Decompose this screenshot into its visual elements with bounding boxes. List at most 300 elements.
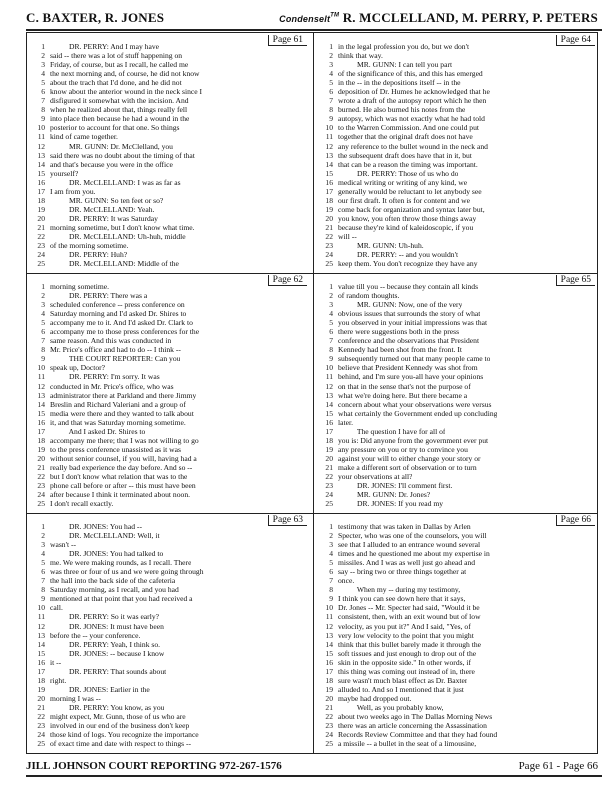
line-text: of exact time and date with respect to things -- <box>50 739 192 749</box>
line-number: 23 <box>37 481 45 491</box>
line-number: 15 <box>325 168 333 178</box>
line-text: DR. PERRY: Those of us who do <box>338 168 459 178</box>
line-number: 24 <box>37 490 45 500</box>
transcript-line <box>319 178 595 187</box>
transcript-line <box>31 327 307 336</box>
line-text: same reason. And this was conducted in <box>50 336 172 346</box>
line-number: 8 <box>41 585 45 595</box>
line-number: 16 <box>37 177 45 187</box>
page-number-label: Page 65 <box>556 275 595 286</box>
transcript-line <box>31 612 307 621</box>
transcript-line <box>319 640 595 649</box>
transcript-line <box>31 196 307 205</box>
line-number: 7 <box>41 576 45 586</box>
header-right-text: R. MCCLELLAND, M. PERRY, P. PETERS <box>342 10 598 25</box>
line-text: what we're doing here. But there became a <box>338 390 468 400</box>
line-text: consistent, then, with an exit wound but of low <box>338 612 481 622</box>
line-number: 2 <box>41 51 45 61</box>
line-number: 4 <box>329 69 333 79</box>
transcript-line <box>319 490 595 499</box>
transcript-line <box>31 51 307 60</box>
line-number: 9 <box>41 114 45 124</box>
transcript-line <box>319 336 595 345</box>
line-text: maybe had dropped out. <box>338 693 412 703</box>
line-number: 21 <box>37 222 45 232</box>
transcript-line <box>319 418 595 427</box>
transcript-line <box>319 169 595 178</box>
line-text: DR. McCLELLAND: Yeah. <box>50 204 155 214</box>
transcript-panel <box>315 515 601 755</box>
line-text: autopsy, which was not exactly what he had told <box>338 114 485 124</box>
transcript-line <box>31 259 307 268</box>
transcript-line <box>319 282 595 291</box>
line-number: 22 <box>37 471 45 481</box>
line-number: 15 <box>37 168 45 178</box>
transcript-line <box>31 540 307 549</box>
header-right-names <box>279 10 598 26</box>
transcript-line <box>31 187 307 196</box>
line-number: 5 <box>41 78 45 88</box>
line-text: right. <box>50 675 67 685</box>
line-text: but I don't know what relation that was to the <box>50 471 188 481</box>
line-text: a missile -- a bullet in the seat of a limousine, <box>338 739 477 749</box>
line-number: 7 <box>41 96 45 106</box>
line-text: When my -- during my testimony, <box>338 585 461 595</box>
line-text: DR. PERRY: So it was early? <box>50 612 159 622</box>
transcript-line <box>319 105 595 114</box>
transcript-line <box>31 649 307 658</box>
line-number: 18 <box>325 195 333 205</box>
transcript-line <box>319 585 595 594</box>
line-text: DR. PERRY: And I may have <box>50 42 159 51</box>
transcript-line <box>319 558 595 567</box>
line-number: 3 <box>41 540 45 550</box>
line-text: missiles. And I was as well just go ahead and <box>338 558 476 568</box>
line-number: 6 <box>41 87 45 97</box>
transcript-line <box>319 60 595 69</box>
line-number: 5 <box>41 558 45 568</box>
line-number: 20 <box>325 453 333 463</box>
line-text: together that the original draft does not have <box>338 132 473 142</box>
line-number: 14 <box>325 159 333 169</box>
line-text: DR. PERRY: Yeah, I think so. <box>50 639 161 649</box>
transcript-line <box>31 463 307 472</box>
transcript-line <box>31 585 307 594</box>
transcript-line <box>31 640 307 649</box>
transcript-line <box>31 60 307 69</box>
line-text: the next morning and, of course, he did not know <box>50 69 200 79</box>
transcript-line <box>31 78 307 87</box>
line-number: 23 <box>325 721 333 731</box>
line-text: mentioned at that point that you had received a <box>50 594 193 604</box>
line-number: 21 <box>325 462 333 472</box>
transcript-line <box>319 703 595 712</box>
transcript-line <box>31 178 307 187</box>
line-text: say -- bring two or three things together at <box>338 567 467 577</box>
transcript-line <box>319 712 595 721</box>
line-number: 25 <box>325 259 333 269</box>
transcript-line <box>319 454 595 463</box>
line-number: 2 <box>41 291 45 301</box>
line-text: I think you can see down here that it says, <box>338 594 466 604</box>
line-number: 7 <box>329 576 333 586</box>
transcript-line <box>31 169 307 178</box>
line-text: before the -- your conference. <box>50 630 141 640</box>
line-text: our first draft. It often is for content and we <box>338 195 471 205</box>
line-text: morning sometime, but I don't know what time. <box>50 222 195 232</box>
transcript-line <box>319 42 595 51</box>
line-text: your observations at all? <box>338 471 413 481</box>
line-text: MR. GUNN: Dr. McClelland, you <box>50 141 173 151</box>
line-text: think that way. <box>338 51 383 61</box>
line-number: 8 <box>41 105 45 115</box>
transcript-line <box>31 549 307 558</box>
line-text: Mr. Price's office and had to do -- I think -- <box>50 345 181 355</box>
line-text: of the morning sometime. <box>50 241 129 251</box>
line-number: 5 <box>41 318 45 328</box>
transcript-line <box>31 132 307 141</box>
transcript-line <box>319 445 595 454</box>
line-text: The question I have for all of <box>338 426 446 436</box>
line-text: wasn't -- <box>50 540 77 550</box>
line-number: 14 <box>325 639 333 649</box>
transcript-line <box>319 676 595 685</box>
line-text: there was an article concerning the Assassination <box>338 721 487 731</box>
line-number: 19 <box>325 684 333 694</box>
transcript-line <box>31 594 307 603</box>
transcript-line <box>31 694 307 703</box>
transcript-line <box>319 123 595 132</box>
transcript-line <box>319 363 595 372</box>
line-number: 8 <box>329 345 333 355</box>
line-number: 4 <box>41 69 45 79</box>
line-number: 8 <box>329 105 333 115</box>
line-text: might expect, Mr. Gunn, those of us who are <box>50 711 186 721</box>
line-text: call. <box>50 603 63 613</box>
transcript-line <box>31 721 307 730</box>
line-number: 12 <box>325 621 333 631</box>
line-number: 2 <box>41 531 45 541</box>
line-number: 1 <box>329 282 333 291</box>
transcript-panel <box>27 35 313 275</box>
transcript-line <box>319 205 595 214</box>
line-number: 1 <box>329 42 333 51</box>
transcript-line <box>31 667 307 676</box>
line-number: 19 <box>37 684 45 694</box>
line-number: 9 <box>329 114 333 124</box>
transcript-line <box>31 309 307 318</box>
line-text: administrator there at Parkland and there Jimmy <box>50 390 197 400</box>
line-number: 18 <box>325 435 333 445</box>
line-number: 1 <box>41 42 45 51</box>
transcript-panel <box>27 275 313 515</box>
line-text: Specter, who was one of the counselors, you will <box>338 531 487 541</box>
transcript-line <box>31 160 307 169</box>
line-text: Records Review Committee and that they had found <box>338 730 498 740</box>
transcript-line <box>319 721 595 730</box>
line-text: once. <box>338 576 355 586</box>
line-number: 23 <box>37 721 45 731</box>
transcript-line <box>31 300 307 309</box>
line-number: 19 <box>37 204 45 214</box>
line-text: involved in our end of the business don't keep <box>50 721 190 731</box>
line-number: 25 <box>37 499 45 509</box>
line-number: 10 <box>325 123 333 133</box>
line-number: 12 <box>325 381 333 391</box>
transcript-line <box>31 214 307 223</box>
line-number: 10 <box>37 123 45 133</box>
transcript-line <box>31 603 307 612</box>
transcript-line <box>31 241 307 250</box>
line-number: 24 <box>37 250 45 260</box>
line-text: said -- there was a lot of stuff happening on <box>50 51 183 61</box>
line-number: 21 <box>325 702 333 712</box>
transcript-line <box>319 472 595 481</box>
line-text: DR. JONES: I'll comment first. <box>338 481 453 491</box>
line-number: 22 <box>37 231 45 241</box>
line-number: 16 <box>325 657 333 667</box>
line-text: accompany me to those press conferences for the <box>50 327 200 337</box>
line-text: see that I alluded to an entrance wound several <box>338 540 481 550</box>
line-text: the subsequent draft does have that in it, but <box>338 150 472 160</box>
line-number: 5 <box>329 78 333 88</box>
transcript-line <box>319 730 595 739</box>
line-number: 9 <box>41 594 45 604</box>
line-text: when he realized about that, things really fell <box>50 105 188 115</box>
line-text: concern about what your observations were versus <box>338 399 492 409</box>
line-number: 25 <box>37 739 45 749</box>
transcript-line <box>319 622 595 631</box>
line-text: MR. GUNN: Now, one of the very <box>338 300 463 310</box>
transcript-line <box>319 69 595 78</box>
line-number: 11 <box>37 132 45 142</box>
transcript-line <box>31 123 307 132</box>
line-text: said there was no doubt about the timing of that <box>50 150 195 160</box>
line-number: 7 <box>329 96 333 106</box>
line-text: DR. McCLELLAND: Middle of the <box>50 259 179 269</box>
transcript-line <box>319 372 595 381</box>
line-text: DR. PERRY: That sounds about <box>50 666 167 676</box>
line-number: 21 <box>325 222 333 232</box>
line-number: 5 <box>329 318 333 328</box>
line-number: 11 <box>325 612 333 622</box>
page-number-label: Page 61 <box>268 35 307 46</box>
line-text: DR. PERRY: Huh? <box>50 250 128 260</box>
line-number: 6 <box>329 327 333 337</box>
line-number: 23 <box>325 241 333 251</box>
transcript-line <box>319 232 595 241</box>
line-text: DR. JONES: -- because I know <box>50 648 165 658</box>
transcript-line <box>31 232 307 241</box>
line-number: 1 <box>41 522 45 531</box>
line-number: 15 <box>325 648 333 658</box>
footer-rule <box>26 775 602 777</box>
transcript-line <box>319 739 595 748</box>
line-number: 2 <box>329 51 333 61</box>
line-text: MR. GUNN: Dr. Jones? <box>338 490 431 500</box>
line-number: 3 <box>329 60 333 70</box>
transcript-line <box>319 160 595 169</box>
page-number-label: Page 62 <box>268 275 307 286</box>
line-text: about two weeks ago in The Dallas Morning News <box>338 711 493 721</box>
line-number: 15 <box>325 408 333 418</box>
line-text: keep them. You don't recognize they have any <box>338 259 478 269</box>
line-text: to the press conference unassisted as it was <box>50 444 181 454</box>
line-text: DR. PERRY: It was Saturday <box>50 213 158 223</box>
transcript-line <box>31 96 307 105</box>
line-number: 12 <box>325 141 333 151</box>
line-text: velocity, as you put it?" And I said, "Yes, of <box>338 621 471 631</box>
transcript-line <box>31 427 307 436</box>
line-text: Well, as you probably know, <box>338 702 444 712</box>
line-number: 17 <box>37 426 45 436</box>
line-text: make a different sort of observation or to turn <box>338 462 477 472</box>
line-text: know about the anterior wound in the neck since I <box>50 87 203 97</box>
transcript-line <box>319 603 595 612</box>
line-number: 18 <box>37 195 45 205</box>
line-number: 17 <box>37 666 45 676</box>
line-text: in the -- in the depositions itself -- in the <box>338 78 461 88</box>
transcript-line <box>31 531 307 540</box>
transcript-line <box>31 739 307 748</box>
line-text: phone call before or after -- this must have been <box>50 481 196 491</box>
transcript-line <box>31 730 307 739</box>
transcript-line <box>319 649 595 658</box>
line-number: 17 <box>325 666 333 676</box>
line-number: 6 <box>329 567 333 577</box>
line-number: 22 <box>325 471 333 481</box>
line-text: medical writing or writing of any kind, we <box>338 177 468 187</box>
line-number: 12 <box>37 621 45 631</box>
transcript-line <box>31 363 307 372</box>
line-number: 20 <box>325 213 333 223</box>
line-number: 14 <box>325 399 333 409</box>
line-number: 13 <box>325 150 333 160</box>
line-text: those kind of logs. You recognize the importance <box>50 730 199 740</box>
transcript-line <box>31 391 307 400</box>
line-number: 11 <box>37 372 45 382</box>
line-number: 5 <box>329 558 333 568</box>
line-text: behind, and I'm sure you-all have your opinions <box>338 372 484 382</box>
transcript-line <box>319 499 595 508</box>
transcript-line <box>31 151 307 160</box>
line-number: 2 <box>329 531 333 541</box>
line-text: soft tissues and just enough to drop out of the <box>338 648 477 658</box>
line-number: 6 <box>329 87 333 97</box>
line-text: of the significance of this, and this has emerged <box>338 69 483 79</box>
line-number: 17 <box>325 426 333 436</box>
line-number: 7 <box>329 336 333 346</box>
line-text: subsequently turned out that many people came to <box>338 354 491 364</box>
condensed-logo: Condenselt <box>279 14 331 24</box>
line-text: DR. PERRY: I'm sorry. It was <box>50 372 160 382</box>
line-text: was three or four of us and we were going through <box>50 567 204 577</box>
transcript-line <box>31 622 307 631</box>
line-text: DR. JONES: If you read my <box>338 499 444 509</box>
line-number: 25 <box>37 259 45 269</box>
line-text: without senior counsel, if you will, having had a <box>50 453 197 463</box>
transcript-line <box>31 445 307 454</box>
line-number: 11 <box>37 612 45 622</box>
page-number-label: Page 63 <box>268 515 307 526</box>
line-text: against your will to either change your story or <box>338 453 481 463</box>
line-text: you is: Did anyone from the government ever put <box>338 435 489 445</box>
transcript-line <box>319 694 595 703</box>
line-text: MR. GUNN: So ten feet or so? <box>50 195 164 205</box>
line-text: morning sometime. <box>50 282 110 291</box>
line-text: value till you -- because they contain all kinds <box>338 282 479 291</box>
header-rule <box>26 29 602 31</box>
line-text: DR. PERRY: -- and you wouldn't <box>338 250 459 260</box>
transcript-line <box>31 454 307 463</box>
line-text: DR. JONES: You had talked to <box>50 549 164 559</box>
transcript-line <box>31 105 307 114</box>
line-text: DR. PERRY: You know, as you <box>50 702 165 712</box>
transcript-line <box>31 87 307 96</box>
line-text: really bad experience the day before. And so -- <box>50 462 193 472</box>
transcript-line <box>31 436 307 445</box>
transcript-line <box>319 667 595 676</box>
transcript-line <box>31 69 307 78</box>
transcript-line <box>31 336 307 345</box>
line-number: 17 <box>325 186 333 196</box>
line-number: 20 <box>325 693 333 703</box>
transcript-line <box>31 658 307 667</box>
line-number: 12 <box>37 141 45 151</box>
line-text: Saturday morning, as I recall, and you had <box>50 585 179 595</box>
line-text: accompany me to it. And I'd asked Dr. Clark to <box>50 318 193 328</box>
transcript-line <box>31 409 307 418</box>
line-number: 22 <box>325 711 333 721</box>
transcript-line <box>319 612 595 621</box>
transcript-line <box>31 354 307 363</box>
transcript-line <box>319 309 595 318</box>
line-number: 24 <box>325 730 333 740</box>
transcript-line <box>319 354 595 363</box>
transcript-line <box>319 196 595 205</box>
transcript-line <box>319 291 595 300</box>
line-text: Dr. Jones -- Mr. Specter had said, "Would it be <box>338 603 480 613</box>
line-number: 11 <box>325 132 333 142</box>
line-text: into place then because he had a wound in the <box>50 114 190 124</box>
transcript-line <box>31 142 307 151</box>
line-text: conducted in Mr. Price's office, who was <box>50 381 174 391</box>
line-text: speak up, Doctor? <box>50 363 106 373</box>
line-text: accompany me there; that I was not willing to go <box>50 435 199 445</box>
transcript-line <box>319 631 595 640</box>
transcript-line <box>319 300 595 309</box>
line-text: DR. McCLELLAND: Uh-huh, middle <box>50 231 186 241</box>
line-number: 18 <box>37 675 45 685</box>
line-text: Saturday morning and I'd asked Dr. Shires to <box>50 309 187 319</box>
line-text: this thing was coming out instead of in, there <box>338 666 475 676</box>
line-text: you know, you often throw those things away <box>338 213 477 223</box>
line-text: Friday, of course, but as I recall, he called me <box>50 60 189 70</box>
line-text: the hall into the back side of the cafeteria <box>50 576 176 586</box>
transcript-line <box>319 391 595 400</box>
line-text: will -- <box>338 231 357 241</box>
transcript-line <box>31 345 307 354</box>
line-text: it -- <box>50 657 62 667</box>
transcript-line <box>319 51 595 60</box>
header-left-names: C. BAXTER, R. JONES <box>26 10 165 25</box>
line-number: 18 <box>325 675 333 685</box>
line-text: in the legal profession you do, but we don't <box>338 42 470 51</box>
transcript-line <box>31 481 307 490</box>
transcript-line <box>319 540 595 549</box>
line-text: it, and that was Saturday morning sometime. <box>50 417 186 427</box>
transcript-line <box>31 558 307 567</box>
